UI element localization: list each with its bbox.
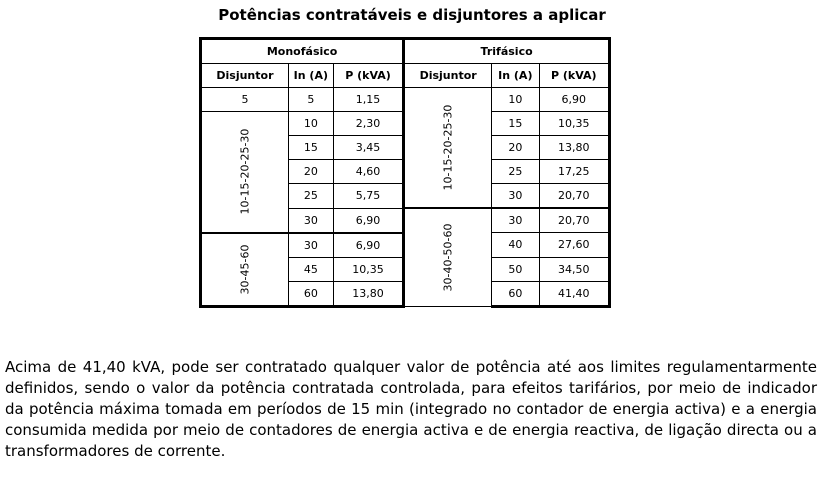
col-disjuntor-mono: Disjuntor bbox=[201, 64, 289, 88]
tri-in-cell: 15 bbox=[492, 112, 540, 136]
col-p-mono: P (kVA) bbox=[333, 64, 403, 88]
body-paragraph: Acima de 41,40 kVA, pode ser contratado qualquer valor de potência até aos limites regulamentarmente definidos, sendo o valor da potência contratada controlada, para efeitos tarifários, por meio de indicador da potência máxima tomada em períodos de 15 min (integrado no contador de energia activa) e a energia consumida medida por meio de contadores de energia activa e de energia reactiva, de ligação directa ou a transformadores de corrente. bbox=[5, 358, 817, 460]
tri-p-cell: 20,70 bbox=[539, 208, 609, 233]
col-p-tri: P (kVA) bbox=[539, 64, 609, 88]
tri-p-cell: 17,25 bbox=[539, 160, 609, 184]
mono-in-cell: 30 bbox=[288, 208, 333, 233]
mono-in-cell: 15 bbox=[288, 136, 333, 160]
mono-p-cell: 1,15 bbox=[333, 88, 403, 112]
table-row bbox=[201, 88, 610, 112]
mono-p-cell: 4,60 bbox=[333, 160, 403, 184]
mono-disjuntor-group-2: 10-15-20-25-30 bbox=[201, 112, 289, 233]
tri-in-cell: 20 bbox=[492, 136, 540, 160]
tri-in-cell: 30 bbox=[492, 208, 540, 233]
document-title: Potências contratáveis e disjuntores a aplicar bbox=[218, 6, 606, 24]
tri-p-cell: 10,35 bbox=[539, 112, 609, 136]
mono-disjuntor-group-3: 30-45-60 bbox=[201, 233, 289, 307]
mono-header: Monofásico bbox=[201, 39, 404, 64]
tri-in-cell: 50 bbox=[492, 257, 540, 281]
tri-in-cell: 10 bbox=[492, 88, 540, 112]
mono-in-cell: 10 bbox=[288, 112, 333, 136]
power-table bbox=[199, 37, 611, 308]
tri-in-cell: 30 bbox=[492, 184, 540, 209]
mono-p-cell: 2,30 bbox=[333, 112, 403, 136]
col-in-tri: In (A) bbox=[492, 64, 540, 88]
tri-p-cell: 41,40 bbox=[539, 281, 609, 306]
tri-p-cell: 20,70 bbox=[539, 184, 609, 209]
tri-p-cell: 34,50 bbox=[539, 257, 609, 281]
mono-in-cell: 20 bbox=[288, 160, 333, 184]
mono-in-cell: 45 bbox=[288, 257, 333, 281]
mono-p-cell: 3,45 bbox=[333, 136, 403, 160]
col-disjuntor-tri: Disjuntor bbox=[404, 64, 492, 88]
tri-header: Trifásico bbox=[404, 39, 610, 64]
tri-p-cell: 6,90 bbox=[539, 88, 609, 112]
tri-p-cell: 13,80 bbox=[539, 136, 609, 160]
mono-disjuntor-group-1: 5 bbox=[201, 88, 289, 112]
col-in-mono: In (A) bbox=[288, 64, 333, 88]
mono-p-cell: 6,90 bbox=[333, 233, 403, 258]
tri-in-cell: 40 bbox=[492, 233, 540, 258]
mono-p-cell: 5,75 bbox=[333, 184, 403, 209]
tri-disjuntor-group-1: 10-15-20-25-30 bbox=[404, 88, 492, 209]
mono-in-cell: 5 bbox=[288, 88, 333, 112]
mono-in-cell: 60 bbox=[288, 281, 333, 306]
mono-in-cell: 25 bbox=[288, 184, 333, 209]
tri-in-cell: 25 bbox=[492, 160, 540, 184]
mono-p-cell: 10,35 bbox=[333, 257, 403, 281]
tri-in-cell: 60 bbox=[492, 281, 540, 306]
tri-p-cell: 27,60 bbox=[539, 233, 609, 258]
mono-p-cell: 6,90 bbox=[333, 208, 403, 233]
mono-in-cell: 30 bbox=[288, 233, 333, 258]
tri-disjuntor-group-2: 30-40-50-60 bbox=[404, 208, 492, 306]
mono-p-cell: 13,80 bbox=[333, 281, 403, 306]
